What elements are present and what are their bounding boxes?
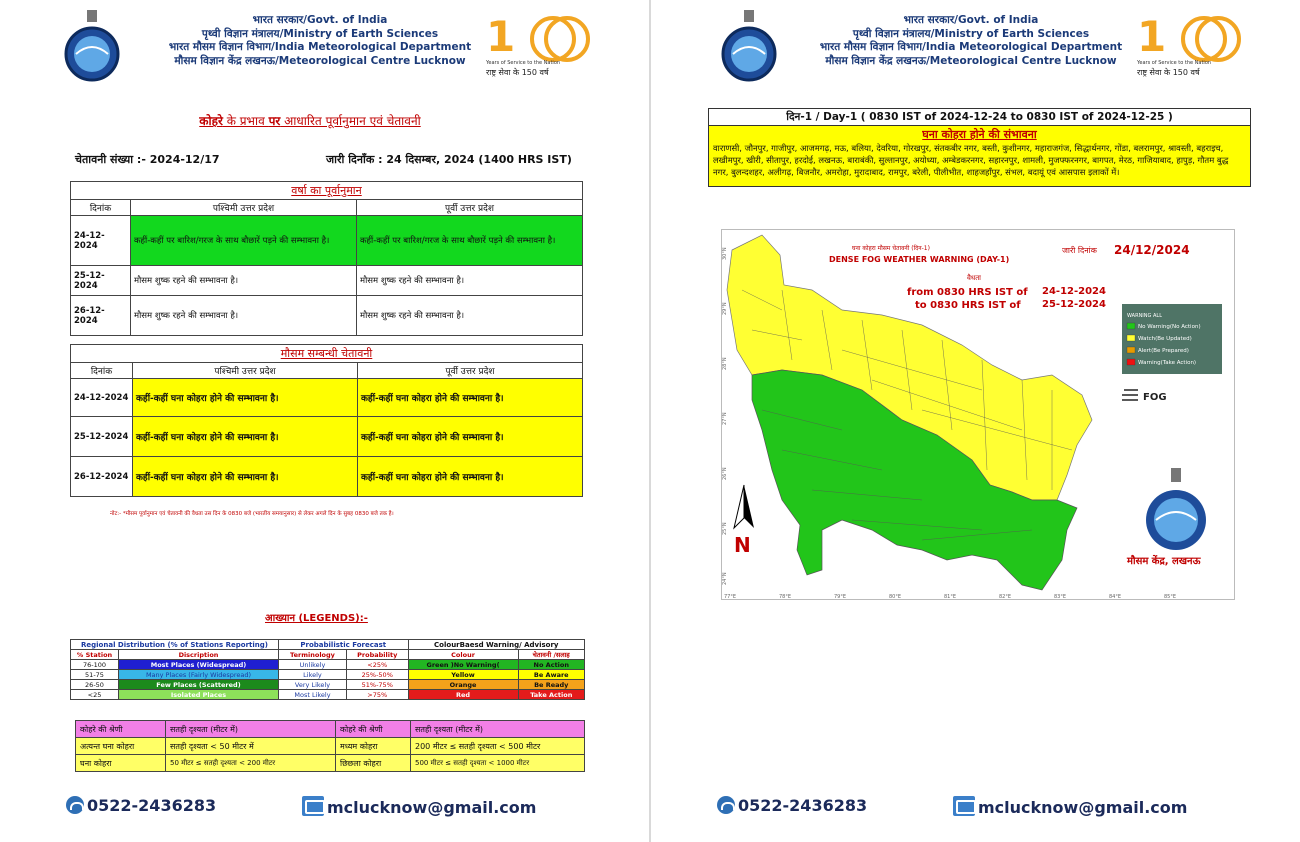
map-from-date: 24-12-2024: [1042, 286, 1106, 297]
map-to-text: to 0830 HRS IST of: [915, 300, 1021, 311]
email-icon: [302, 796, 324, 816]
legend-title: आख्यान (LEGENDS):-: [265, 613, 368, 624]
imd-emblem-icon: [1146, 468, 1206, 550]
legend-desc: Few Places (Scattered): [119, 680, 279, 690]
map-title: DENSE FOG WEATHER WARNING (DAY-1): [829, 255, 1010, 264]
table-row: [71, 379, 583, 417]
legend-advice: Be Aware: [518, 670, 584, 680]
map-legend: [1122, 304, 1222, 374]
legend-colour: Orange: [408, 680, 518, 690]
fog-heading: घना कोहरा होने की संभावना: [922, 128, 1037, 141]
table-row: [71, 417, 583, 457]
lat-tick: 25°N: [722, 522, 728, 535]
rain-table-caption: वर्षा का पूर्वानुमान: [71, 182, 583, 200]
row-date: 26-12-2024: [71, 296, 131, 336]
page-2: [651, 0, 1300, 842]
vis-header: कोहरे की श्रेणी: [336, 721, 411, 738]
logo-sub-hi: राष्ट्र सेवा के 150 वर्ष: [486, 68, 549, 77]
email-address: mclucknow@gmail.com: [978, 798, 1188, 817]
page-1: [0, 0, 649, 842]
row-west: मौसम शुष्क रहने की सम्भावना है।: [131, 266, 357, 296]
row-east: मौसम शुष्क रहने की सम्भावना है।: [357, 296, 583, 336]
phone-icon: [717, 796, 735, 814]
legend-sub: चेतावनी /सलाह: [518, 650, 584, 660]
legend-sub: Terminology: [279, 650, 347, 660]
table-row: [71, 660, 585, 670]
legend-swatch: [1127, 347, 1135, 353]
map-to-date: 25-12-2024: [1042, 299, 1106, 310]
title-part-4: आधारित पूर्वानुमान एवं चेतावनी: [280, 114, 421, 128]
map-validity-label: वैधता: [967, 274, 981, 282]
day-heading: दिन-1 / Day-1 ( 0830 IST of 2024-12-24 to 0830 IST of 2024-12-25 ): [709, 109, 1250, 126]
logo-150-years: [486, 12, 596, 82]
legend-pct: 51-75: [71, 670, 119, 680]
legend-colour: Green )No Warning(: [408, 660, 518, 670]
validity-note: नोट:- *मौसम पूर्वानुमान एवं चेतावनी की वैधता उस दिन के 0830 बजे (भारतीय समयानुसार) से लेकर अगले दिन के सुबह 0830 बजे तक है।: [110, 511, 394, 517]
legend-table: [70, 639, 585, 700]
legend-h-colour: ColourBaesd Warning/ Advisory: [408, 640, 584, 650]
logo-number: 1: [1137, 12, 1165, 61]
legend-prob: <25%: [346, 660, 408, 670]
table-row: [71, 266, 583, 296]
row-date: 25-12-2024: [71, 266, 131, 296]
lat-tick: 26°N: [722, 467, 728, 480]
col-date: दिनांक: [71, 363, 133, 379]
legend-prob: 25%-50%: [346, 670, 408, 680]
table-row: [71, 670, 585, 680]
vis-cell: 200 मीटर ≤ सतही दृश्यता < 500 मीटर: [411, 738, 585, 755]
vis-cell: छिछला कोहरा: [336, 755, 411, 772]
row-east: कहीं-कहीं घना कोहरा होने की सम्भावना है।: [358, 379, 583, 417]
weather-table-caption: मौसम सम्बन्धी चेतावनी: [71, 345, 583, 363]
map-legend-title: WARNING ALL: [1127, 313, 1162, 319]
logo-sub-en: Years of Service to the Nation: [1137, 60, 1212, 66]
vis-cell: 500 मीटर ≤ सतही दृश्यता < 1000 मीटर: [411, 755, 585, 772]
col-west: पश्चिमी उत्तर प्रदेश: [131, 200, 357, 216]
map-issued-date: 24/12/2024: [1114, 243, 1190, 257]
day1-box: [708, 108, 1251, 187]
legend-colour: Red: [408, 690, 518, 700]
contact-phone[interactable]: [66, 796, 216, 815]
col-east: पूर्वी उत्तर प्रदेश: [358, 363, 583, 379]
legend-advice: No Action: [518, 660, 584, 670]
row-date: 25-12-2024: [71, 417, 133, 457]
header-line-2: पृथ्वी विज्ञान मंत्रालय/Ministry of Earth Sciences: [201, 27, 439, 40]
table-row: [71, 216, 583, 266]
legend-h-prob: Probabilistic Forecast: [279, 640, 409, 650]
table-row: [71, 690, 585, 700]
lat-tick: 28°N: [722, 357, 728, 370]
legend-item: Warning(Take Action): [1138, 360, 1197, 366]
up-map-svg: [722, 230, 1236, 601]
row-west: कहीं-कहीं घना कोहरा होने की सम्भावना है।: [133, 379, 358, 417]
title-part-2: के प्रभाव: [222, 114, 269, 128]
logo-number: 1: [486, 12, 514, 61]
col-east: पूर्वी उत्तर प्रदेश: [357, 200, 583, 216]
vis-cell: 50 मीटर ≤ सतही दृश्यता < 200 मीटर: [166, 755, 336, 772]
imd-emblem-icon: [719, 10, 779, 82]
lat-tick: 30°N: [722, 247, 728, 260]
legend-desc: Many Places (Fairly Widespread): [119, 670, 279, 680]
lon-tick: 79°E: [834, 594, 847, 600]
issue-date: जारी दिनाँक : 24 दिसम्बर, 2024 (1400 HRS IST): [326, 153, 572, 166]
row-west: कहीं-कहीं घना कोहरा होने की सम्भावना है।: [133, 417, 358, 457]
header-line-3: भारत मौसम विज्ञान विभाग/India Meteorological Department: [168, 41, 472, 53]
legend-advice: Take Action: [518, 690, 584, 700]
lon-tick: 77°E: [724, 594, 737, 600]
lon-tick: 82°E: [999, 594, 1012, 600]
header-text: [801, 14, 1141, 68]
title-part-3: पर: [268, 114, 281, 128]
legend-swatch: [1127, 335, 1135, 341]
legend-term: Most Likely: [279, 690, 347, 700]
vis-header: कोहरे की श्रेणी: [76, 721, 166, 738]
row-date: 26-12-2024: [71, 457, 133, 497]
contact-email[interactable]: [953, 796, 1187, 817]
title-part-1: कोहरे: [199, 114, 223, 128]
legend-prob: 51%-75%: [346, 680, 408, 690]
imd-emblem-icon: [62, 10, 122, 82]
fog-warning: [709, 126, 1250, 186]
contact-phone[interactable]: [717, 796, 867, 815]
vis-cell: अत्यन्त घना कोहरा: [76, 738, 166, 755]
lat-tick: 29°N: [722, 302, 728, 315]
map-issued-label: जारी दिनांक: [1062, 246, 1097, 255]
contact-email[interactable]: [302, 796, 536, 817]
vis-cell: सतही दृश्यता < 50 मीटर में: [166, 738, 336, 755]
north-label: N: [734, 533, 751, 557]
row-date: 24-12-2024: [71, 379, 133, 417]
map-from-text: from 0830 HRS IST of: [907, 287, 1028, 298]
logo-sub-en: Years of Service to the Nation: [486, 60, 561, 66]
email-address: mclucknow@gmail.com: [327, 798, 537, 817]
legend-colour: Yellow: [408, 670, 518, 680]
map-top-hi: घना कोहरा मौसम चेतावनी (दिन-1): [852, 245, 930, 252]
row-west: कहीं-कहीं घना कोहरा होने की सम्भावना है।: [133, 457, 358, 497]
table-row: [76, 738, 585, 755]
legend-term: Unlikely: [279, 660, 347, 670]
north-arrow-icon: [734, 485, 754, 528]
map-lon-ticks: [724, 594, 1176, 600]
legend-pct: 26-50: [71, 680, 119, 690]
legend-term: Likely: [279, 670, 347, 680]
legend-pct: <25: [71, 690, 119, 700]
row-west: मौसम शुष्क रहने की सम्भावना है।: [131, 296, 357, 336]
rain-forecast-table: [70, 181, 583, 336]
legend-item: Alert(Be Prepared): [1138, 348, 1189, 354]
fog-icon: [1122, 390, 1138, 400]
lon-tick: 80°E: [889, 594, 902, 600]
vis-header: सतही दृश्यता (मीटर में): [166, 721, 336, 738]
legend-sub: Discription: [119, 650, 279, 660]
col-west: पश्चिमी उत्तर प्रदेश: [133, 363, 358, 379]
row-east: कहीं-कहीं पर बारिश/गरज के साथ बौछारें पड़ने की सम्भावना है।: [357, 216, 583, 266]
row-west: कहीं-कहीं पर बारिश/गरज के साथ बौछारें पड़ने की सम्भावना है।: [131, 216, 357, 266]
legend-item: Watch(Be Updated): [1138, 336, 1192, 342]
map-lat-ticks: [722, 247, 728, 585]
lon-tick: 84°E: [1109, 594, 1122, 600]
legend-item: No Warning(No Action): [1138, 324, 1201, 330]
header-line-2: पृथ्वी विज्ञान मंत्रालय/Ministry of Earth Sciences: [852, 27, 1090, 40]
logo-sub-hi: राष्ट्र सेवा के 150 वर्ष: [1137, 68, 1200, 77]
fog-warning-map: [721, 229, 1235, 600]
logo-150-years: [1137, 12, 1247, 82]
lon-tick: 78°E: [779, 594, 792, 600]
row-east: कहीं-कहीं घना कोहरा होने की सम्भावना है।: [358, 417, 583, 457]
email-icon: [953, 796, 975, 816]
legend-desc: Most Places (Widespread): [119, 660, 279, 670]
lon-tick: 85°E: [1164, 594, 1177, 600]
centre-label: मौसम केंद्र, लखनऊ: [1127, 556, 1201, 567]
page-title: [70, 112, 550, 129]
table-row: [71, 457, 583, 497]
legend-term: Very Likely: [279, 680, 347, 690]
phone-icon: [66, 796, 84, 814]
visibility-table: [75, 720, 585, 772]
legend-pct: 76-100: [71, 660, 119, 670]
vis-header: सतही दृश्यता (मीटर में): [411, 721, 585, 738]
legend-advice: Be Ready: [518, 680, 584, 690]
phone-number: 0522-2436283: [87, 796, 217, 815]
table-row: [71, 680, 585, 690]
legend-desc: Isolated Places: [119, 690, 279, 700]
legend-swatch: [1127, 323, 1135, 329]
header-text: [150, 14, 490, 68]
row-east: मौसम शुष्क रहने की सम्भावना है।: [357, 266, 583, 296]
legend-h-regional: Regional Distribution (% of Stations Reporting): [71, 640, 279, 650]
col-date: दिनांक: [71, 200, 131, 216]
warning-number: चेतावनी संख्या :- 2024-12/17: [75, 153, 220, 166]
logo-ring-icon: [1195, 16, 1241, 62]
header-line-3: भारत मौसम विज्ञान विभाग/India Meteorological Department: [819, 41, 1123, 53]
header-line-1: भारत सरकार/Govt. of India: [252, 14, 388, 26]
fog-districts: वाराणसी, जौनपुर, गाजीपुर, आजमगढ़, मऊ, बलिया, देवरिया, गोरखपुर, संतकबीर नगर, बस्ती, कुशीनगर, महाराजगंज, सिद्धार्थनगर, गोंडा, बलरामपुर, श्रावस्ती, बहराइच, लखीमपुर, खीरी, सीतापुर, हरदोई, लखनऊ, बाराबंकी, सुल्तानपुर, अयोध्या, अम्बेडकरनगर, सहारनपुर, शामली, मुजफ्फरनगर, बागपत, मेरठ, गाजियाबाद, हापुड़, गौतम बुद्ध नगर, बुलन्दशहर, अलीगढ़, बिजनौर, अमरोहा, मुरादाबाद, रामपुर, बरेली, पीलीभीत, शाहजहाँपुर, संभल, बदायूं एवं आसपास इलाकों में।: [713, 143, 1229, 177]
header-line-4: मौसम विज्ञान केंद्र लखनऊ/Meteorological Centre Lucknow: [825, 54, 1117, 67]
legend-sub: Probability: [346, 650, 408, 660]
lon-tick: 83°E: [1054, 594, 1067, 600]
row-east: कहीं-कहीं घना कोहरा होने की सम्भावना है।: [358, 457, 583, 497]
lat-tick: 27°N: [722, 412, 728, 425]
phone-number: 0522-2436283: [738, 796, 868, 815]
legend-sub: % Station: [71, 650, 119, 660]
logo-ring-icon: [544, 16, 590, 62]
legend-swatch: [1127, 359, 1135, 365]
table-row: [76, 755, 585, 772]
table-row: [71, 296, 583, 336]
lat-tick: 24°N: [722, 572, 728, 585]
lon-tick: 81°E: [944, 594, 957, 600]
header-line-4: मौसम विज्ञान केंद्र लखनऊ/Meteorological Centre Lucknow: [174, 54, 466, 67]
legend-sub: Colour: [408, 650, 518, 660]
header-line-1: भारत सरकार/Govt. of India: [903, 14, 1039, 26]
vis-cell: मध्यम कोहरा: [336, 738, 411, 755]
weather-warning-table: [70, 344, 583, 497]
row-date: 24-12-2024: [71, 216, 131, 266]
vis-cell: घना कोहरा: [76, 755, 166, 772]
legend-prob: >75%: [346, 690, 408, 700]
fog-label: FOG: [1143, 392, 1167, 403]
